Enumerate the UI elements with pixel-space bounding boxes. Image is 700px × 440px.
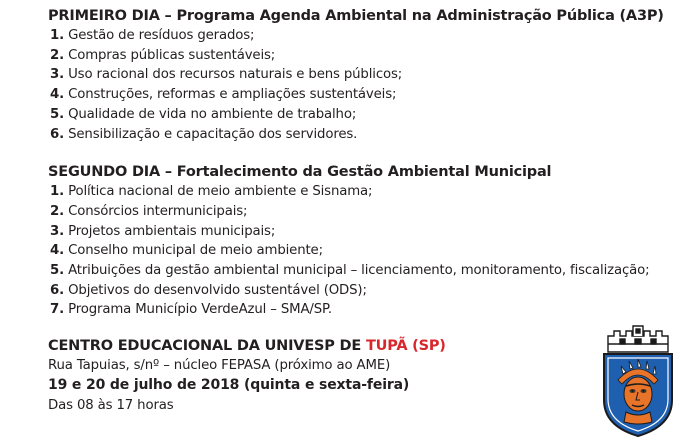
tupa-coat-of-arms-icon [596, 322, 680, 438]
list-item: 1. Gestão de resíduos gerados; [50, 28, 255, 43]
list-item: 4. Conselho municipal de meio ambiente; [50, 243, 323, 259]
day-two-topics [50, 182, 648, 320]
venue-section [48, 336, 648, 415]
day-one-topics [50, 26, 648, 144]
list-item: 6. Sensibilização e capacitação dos servidores. [50, 126, 358, 142]
chief-face [624, 377, 652, 424]
list-item: 2. Compras públicas sustentáveis; [50, 47, 276, 63]
day-two-section [48, 162, 648, 320]
event-dates: 19 e 20 de julho de 2018 (quinta e sexta-feira) [48, 376, 410, 393]
list-item: 5. Qualidade de vida no ambiente de trabalho; [50, 106, 357, 122]
venue-address: Rua Tapuias, s/nº – núcleo FEPASA (próximo ao AME) [48, 358, 391, 374]
day-two-title: SEGUNDO DIA – Fortalecimento da Gestão Ambiental Municipal [48, 164, 552, 181]
list-item: 1. Política nacional de meio ambiente e Sisnama; [50, 184, 373, 200]
list-item: 2. Consórcios intermunicipais; [50, 203, 248, 219]
list-item: 6. Objetivos do desenvolvido sustentável (ODS); [50, 282, 367, 298]
list-item: 4. Construções, reformas e ampliações sustentáveis; [50, 87, 397, 103]
venue-city: TUPÃ (SP) [365, 338, 446, 355]
list-item: 3. Projetos ambientais municipais; [50, 223, 276, 239]
mural-crown [608, 326, 668, 352]
venue-title: CENTRO EDUCACIONAL DA UNIVESP DE TUPÃ (SP) [48, 338, 446, 355]
day-one-title: PRIMEIRO DIA – Programa Agenda Ambiental na Administração Pública (A3P) [48, 8, 664, 24]
list-item: 3. Uso racional dos recursos naturais e bens públicos; [50, 67, 403, 83]
list-item: 5. Atribuições da gestão ambiental municipal – licenciamento, monitoramento, fiscalização; [50, 263, 650, 279]
list-item: 7. Programa Município VerdeAzul – SMA/SP. [50, 302, 332, 318]
event-program [48, 6, 664, 415]
day-one-section [48, 6, 664, 144]
event-hours: Das 08 às 17 horas [48, 397, 174, 413]
